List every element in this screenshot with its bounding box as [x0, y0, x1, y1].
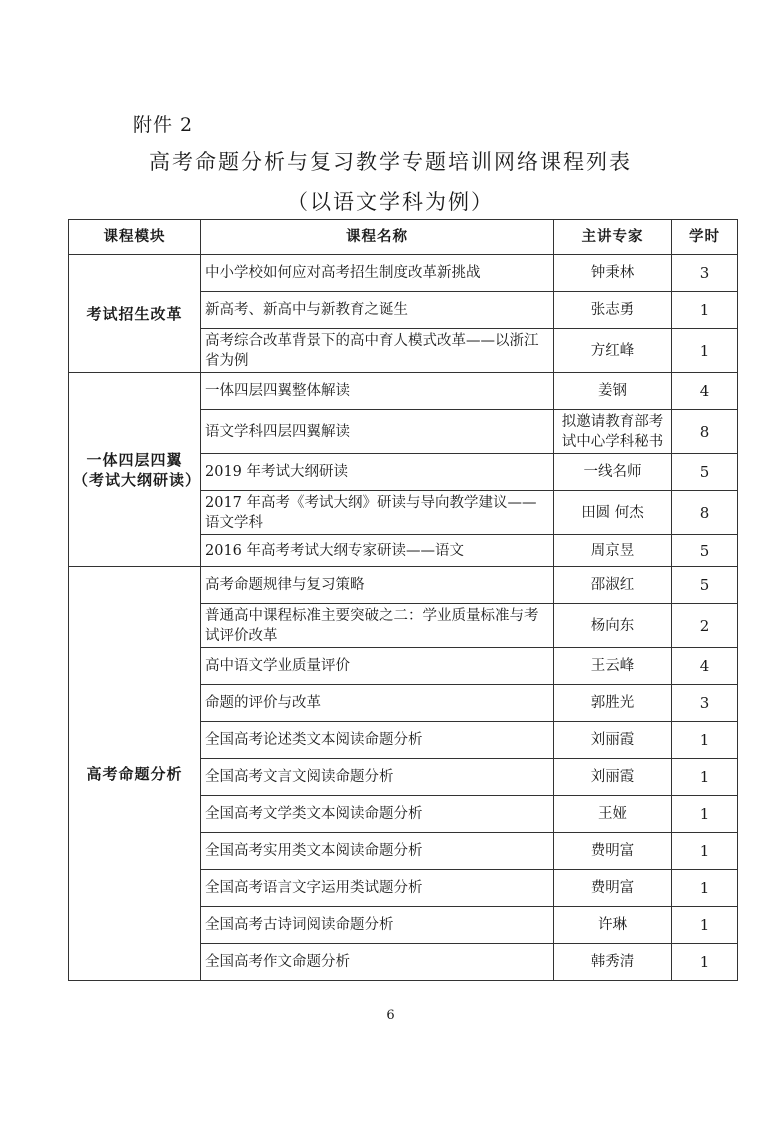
lecturer: 张志勇 [554, 292, 672, 329]
column-header-hours: 学时 [672, 220, 738, 255]
hours: 2 [672, 604, 738, 648]
hours: 1 [672, 722, 738, 759]
column-header-lecturer: 主讲专家 [554, 220, 672, 255]
lecturer: 一线名师 [554, 454, 672, 491]
hours: 1 [672, 796, 738, 833]
hours: 1 [672, 292, 738, 329]
hours: 4 [672, 648, 738, 685]
course-name: 高考命题规律与复习策略 [201, 567, 554, 604]
lecturer: 许琳 [554, 907, 672, 944]
hours: 5 [672, 535, 738, 567]
hours: 1 [672, 833, 738, 870]
course-name: 普通高中课程标准主要突破之二：学业质量标准与考试评价改革 [201, 604, 554, 648]
table-row [69, 567, 738, 604]
hours: 1 [672, 944, 738, 981]
course-name: 全国高考论述类文本阅读命题分析 [201, 722, 554, 759]
hours: 1 [672, 870, 738, 907]
table-row [69, 255, 738, 292]
course-name: 2017 年高考《考试大纲》研读与导向教学建议——语文学科 [201, 491, 554, 535]
lecturer: 王娅 [554, 796, 672, 833]
course-name: 2016 年高考考试大纲专家研读——语文 [201, 535, 554, 567]
lecturer: 钟秉林 [554, 255, 672, 292]
lecturer: 周京昱 [554, 535, 672, 567]
document-title: 高考命题分析与复习教学专题培训网络课程列表 [149, 150, 632, 174]
module-line-2: （考试大纲研读） [73, 470, 202, 489]
page-number: 6 [386, 1008, 395, 1023]
column-header-module: 课程模块 [69, 220, 201, 255]
hours: 3 [672, 685, 738, 722]
course-name: 中小学校如何应对高考招生制度改革新挑战 [201, 255, 554, 292]
lecturer: 田圆 何杰 [554, 491, 672, 535]
hours: 1 [672, 759, 738, 796]
course-name: 全国高考作文命题分析 [201, 944, 554, 981]
lecturer: 方红峰 [554, 329, 672, 373]
course-name: 全国高考语言文字运用类试题分析 [201, 870, 554, 907]
lecturer: 杨向东 [554, 604, 672, 648]
course-name: 新高考、新高中与新教育之诞生 [201, 292, 554, 329]
hours: 4 [672, 373, 738, 410]
module-line-1: 一体四层四翼 [86, 450, 183, 469]
lecturer: 费明富 [554, 833, 672, 870]
table-row [69, 373, 738, 410]
hours: 5 [672, 567, 738, 604]
course-name: 全国高考文言文阅读命题分析 [201, 759, 554, 796]
course-name: 高中语文学业质量评价 [201, 648, 554, 685]
module-cell [69, 373, 201, 567]
table-header-row [69, 220, 738, 255]
course-name: 一体四层四翼整体解读 [201, 373, 554, 410]
hours: 8 [672, 410, 738, 454]
module-cell: 高考命题分析 [69, 567, 201, 981]
course-name: 全国高考文学类文本阅读命题分析 [201, 796, 554, 833]
lecturer: 王云峰 [554, 648, 672, 685]
column-header-course: 课程名称 [201, 220, 554, 255]
course-name: 命题的评价与改革 [201, 685, 554, 722]
module-cell: 考试招生改革 [69, 255, 201, 373]
course-name: 高考综合改革背景下的高中育人模式改革——以浙江省为例 [201, 329, 554, 373]
course-name: 全国高考实用类文本阅读命题分析 [201, 833, 554, 870]
lecturer: 邵淑红 [554, 567, 672, 604]
lecturer: 韩秀清 [554, 944, 672, 981]
course-table [68, 219, 738, 981]
hours: 1 [672, 907, 738, 944]
lecturer: 费明富 [554, 870, 672, 907]
lecturer: 刘丽霞 [554, 722, 672, 759]
hours: 1 [672, 329, 738, 373]
course-name: 语文学科四层四翼解读 [201, 410, 554, 454]
lecturer: 拟邀请教育部考试中心学科秘书 [554, 410, 672, 454]
course-name: 2019 年考试大纲研读 [201, 454, 554, 491]
lecturer: 姜钢 [554, 373, 672, 410]
attachment-label: 附件 2 [133, 114, 194, 136]
lecturer: 郭胜光 [554, 685, 672, 722]
hours: 8 [672, 491, 738, 535]
document-subtitle: （以语文学科为例） [287, 190, 494, 214]
course-name: 全国高考古诗词阅读命题分析 [201, 907, 554, 944]
hours: 3 [672, 255, 738, 292]
hours: 5 [672, 454, 738, 491]
lecturer: 刘丽霞 [554, 759, 672, 796]
